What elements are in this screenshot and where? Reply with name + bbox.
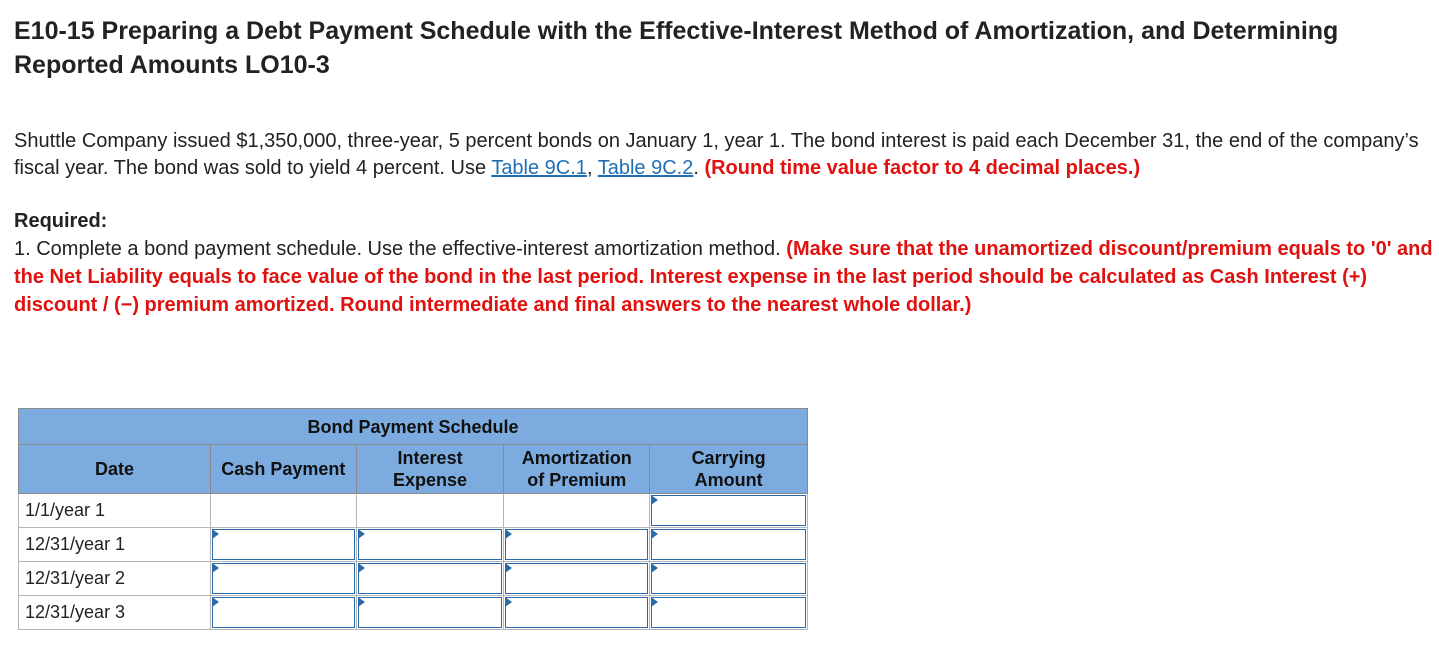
link-separator: , xyxy=(586,157,598,179)
required-heading: Required: xyxy=(14,210,108,232)
interest-expense-input-3[interactable] xyxy=(356,562,504,596)
header-carrying-amount-label: Carrying Amount xyxy=(691,448,766,490)
page-title: E10-15 Preparing a Debt Payment Schedule with the Effective-Interest Method of Amortization, and Determining Reported Amounts LO10-3 xyxy=(14,17,1339,79)
cash-payment-input-4[interactable] xyxy=(210,596,356,630)
triangle-marker-icon xyxy=(358,529,365,539)
input-box[interactable] xyxy=(505,597,648,628)
carrying-amount-input-2[interactable] xyxy=(650,528,808,562)
triangle-marker-icon xyxy=(212,529,219,539)
table-row xyxy=(19,562,808,596)
table-title: Bond Payment Schedule xyxy=(19,409,808,445)
input-box[interactable] xyxy=(212,529,355,560)
empty-cell xyxy=(356,494,504,528)
triangle-marker-icon xyxy=(212,563,219,573)
header-date: Date xyxy=(19,445,211,494)
row-date: 12/31/year 2 xyxy=(19,562,211,596)
cash-payment-input-3[interactable] xyxy=(210,562,356,596)
input-box[interactable] xyxy=(358,597,503,628)
table-9c2-link[interactable]: Table 9C.2 xyxy=(597,157,694,179)
header-interest-expense xyxy=(356,445,504,494)
input-box[interactable] xyxy=(505,529,648,560)
triangle-marker-icon xyxy=(212,597,219,607)
table-row xyxy=(19,528,808,562)
input-box[interactable] xyxy=(358,529,503,560)
input-box[interactable] xyxy=(651,529,806,560)
table-row xyxy=(19,494,808,528)
triangle-marker-icon xyxy=(505,597,512,607)
header-carrying-amount xyxy=(650,445,808,494)
header-interest-expense-label: Interest Expense xyxy=(393,448,468,490)
input-box[interactable] xyxy=(651,563,806,594)
bond-payment-schedule-table xyxy=(18,408,808,630)
table-9c1-link[interactable]: Table 9C.1 xyxy=(491,157,587,179)
triangle-marker-icon xyxy=(651,529,658,539)
triangle-marker-icon xyxy=(651,563,658,573)
input-box[interactable] xyxy=(212,563,355,594)
required-item-1 xyxy=(14,235,1434,319)
triangle-marker-icon xyxy=(651,597,658,607)
intro-paragraph xyxy=(14,128,1434,182)
triangle-marker-icon xyxy=(358,563,365,573)
row-date: 1/1/year 1 xyxy=(19,494,211,528)
empty-cell xyxy=(504,494,650,528)
interest-expense-input-2[interactable] xyxy=(356,528,504,562)
header-amortization-label: Amortization of Premium xyxy=(521,448,632,490)
table-row xyxy=(19,596,808,630)
input-box[interactable] xyxy=(505,563,648,594)
amortization-input-4[interactable] xyxy=(504,596,650,630)
input-box[interactable] xyxy=(212,597,355,628)
triangle-marker-icon xyxy=(358,597,365,607)
carrying-amount-input-3[interactable] xyxy=(650,562,808,596)
amortization-input-3[interactable] xyxy=(504,562,650,596)
intro-after: . xyxy=(693,157,705,179)
input-box[interactable] xyxy=(651,495,806,526)
triangle-marker-icon xyxy=(505,563,512,573)
input-box[interactable] xyxy=(358,563,503,594)
carrying-amount-input-1[interactable] xyxy=(650,494,808,528)
rounding-note: (Round time value factor to 4 decimal places.) xyxy=(704,157,1141,179)
required-item-1-note: (Make sure that the unamortized discount/premium equals to '0' and the Net Liability equals to face value of the bond in the last period. Interest expense in the last period should be calculated as Cash Interest (+) discount / (−) premium amortized. Round intermediate and final answers to the nearest whole dollar.) xyxy=(14,238,1433,316)
cash-payment-input-2[interactable] xyxy=(210,528,356,562)
triangle-marker-icon xyxy=(651,495,658,505)
carrying-amount-input-4[interactable] xyxy=(650,596,808,630)
intro-text: Shuttle Company issued $1,350,000, three-year, 5 percent bonds on January 1, year 1. The bond interest is paid each December 31, the end of the company’s fiscal year. The bond was sold to yield 4 percent. Use xyxy=(14,130,1419,179)
required-item-1-text: 1. Complete a bond payment schedule. Use the effective-interest amortization method. xyxy=(14,238,787,260)
row-date: 12/31/year 3 xyxy=(19,596,211,630)
empty-cell xyxy=(210,494,356,528)
interest-expense-input-4[interactable] xyxy=(356,596,504,630)
amortization-input-2[interactable] xyxy=(504,528,650,562)
page xyxy=(0,0,1439,319)
row-date: 12/31/year 1 xyxy=(19,528,211,562)
triangle-marker-icon xyxy=(505,529,512,539)
header-cash-payment: Cash Payment xyxy=(210,445,356,494)
input-box[interactable] xyxy=(651,597,806,628)
header-amortization xyxy=(504,445,650,494)
